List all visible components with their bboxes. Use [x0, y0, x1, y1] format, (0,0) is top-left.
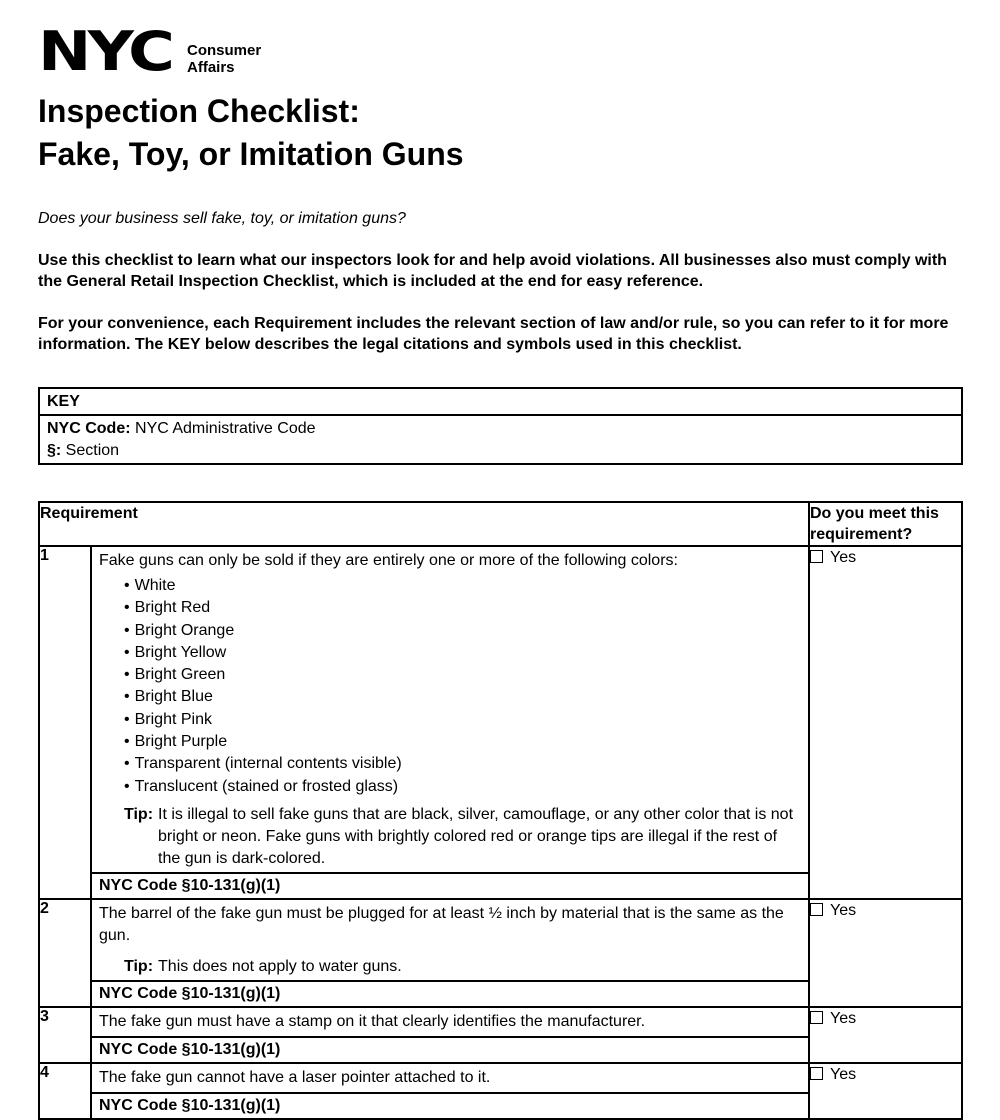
key-entries	[40, 416, 961, 463]
list-item: • Bright Pink	[124, 709, 808, 731]
subtitle: Does your business sell fake, toy, or imitation guns?	[38, 210, 406, 227]
list-item: • Bright Purple	[124, 731, 808, 753]
code-citation: NYC Code §10-131(g)(1)	[92, 980, 808, 1006]
list-item: • Bright Yellow	[124, 642, 808, 664]
intro-paragraph-2: For your convenience, each Requirement includes the relevant section of law and/or rule, so you can refer to it for more information. The KEY below describes the legal citations and symbols used in this checklist.	[38, 315, 949, 353]
list-item: • Bright Red	[124, 597, 808, 619]
meet-header: Do you meet this requirement?	[809, 502, 962, 546]
list-item: • Bright Orange	[124, 620, 808, 642]
yes-checkbox[interactable]	[810, 1011, 823, 1024]
requirement-number: 1	[39, 546, 91, 899]
yes-checkbox[interactable]	[810, 1067, 823, 1080]
table-row	[39, 1063, 962, 1119]
nyc-logo: NYC	[38, 20, 172, 83]
code-citation: NYC Code §10-131(g)(1)	[92, 1092, 808, 1118]
tip: Tip: This does not apply to water guns.	[124, 957, 402, 975]
requirement-number: 4	[39, 1063, 91, 1119]
requirement-header: Requirement	[39, 502, 809, 546]
requirement-description: Fake guns can only be sold if they are entirely one or more of the following colors: • White • Bright Red • Bright Orange • Bright Yellow • Bright Green • Bright Blue • Bright Pink • Bright Purple • Transparent (internal contents visible) • Translucent (stained or frosted glass) Tip: It is illegal to sell fake guns that are black, silver, camouflage, or any other color that is not bright or neon. Fake guns with brightly colored red or orange tips are illegal if the rest of the gun is dark-colored. NYC Code §10-131(g)(1)	[91, 546, 809, 899]
key-table	[38, 387, 963, 465]
table-header-row	[39, 502, 962, 546]
yes-checkbox[interactable]	[810, 903, 823, 916]
answer-cell: Yes	[809, 899, 962, 1007]
list-item: • Bright Blue	[124, 686, 808, 708]
code-citation: NYC Code §10-131(g)(1)	[92, 1036, 808, 1062]
yes-checkbox[interactable]	[810, 550, 823, 563]
requirement-description: The fake gun must have a stamp on it that clearly identifies the manufacturer. NYC Code §10-131(g)(1)	[91, 1007, 809, 1063]
key-entry: NYC Code: NYC Administrative Code	[47, 420, 316, 437]
requirements-table	[38, 501, 963, 1120]
requirement-number: 2	[39, 899, 91, 1007]
answer-cell: Yes	[809, 1007, 962, 1063]
document-page	[38, 20, 963, 1120]
header	[38, 20, 963, 83]
department-name: Consumer Affairs	[187, 42, 262, 76]
table-row	[39, 899, 962, 1007]
page-title: Inspection Checklist: Fake, Toy, or Imitation Guns	[38, 93, 464, 172]
requirement-description: The barrel of the fake gun must be plugged for at least ½ inch by material that is the same as the gun. Tip: This does not apply to water guns. NYC Code §10-131(g)(1)	[91, 899, 809, 1007]
code-citation: NYC Code §10-131(g)(1)	[92, 872, 808, 898]
table-row	[39, 1007, 962, 1063]
color-list	[92, 575, 808, 798]
answer-cell: Yes	[809, 1063, 962, 1119]
requirement-description: The fake gun cannot have a laser pointer attached to it. NYC Code §10-131(g)(1)	[91, 1063, 809, 1119]
answer-cell: Yes	[809, 546, 962, 899]
list-item: • Bright Green	[124, 664, 808, 686]
table-row	[39, 546, 962, 899]
tip: Tip: It is illegal to sell fake guns that are black, silver, camouflage, or any other color that is not bright or neon. Fake guns with brightly colored red or orange tips are illegal if the rest of the gun is dark-colored.	[124, 805, 794, 867]
key-heading: KEY	[40, 389, 961, 416]
requirement-number: 3	[39, 1007, 91, 1063]
key-entry: §: Section	[47, 442, 120, 459]
list-item: • Translucent (stained or frosted glass)	[124, 776, 808, 798]
list-item: • White	[124, 575, 808, 597]
list-item: • Transparent (internal contents visible)	[124, 753, 808, 775]
intro-paragraph-1: Use this checklist to learn what our inspectors look for and help avoid violations. All businesses also must comply with the General Retail Inspection Checklist, which is included at the end for easy reference.	[38, 252, 947, 290]
